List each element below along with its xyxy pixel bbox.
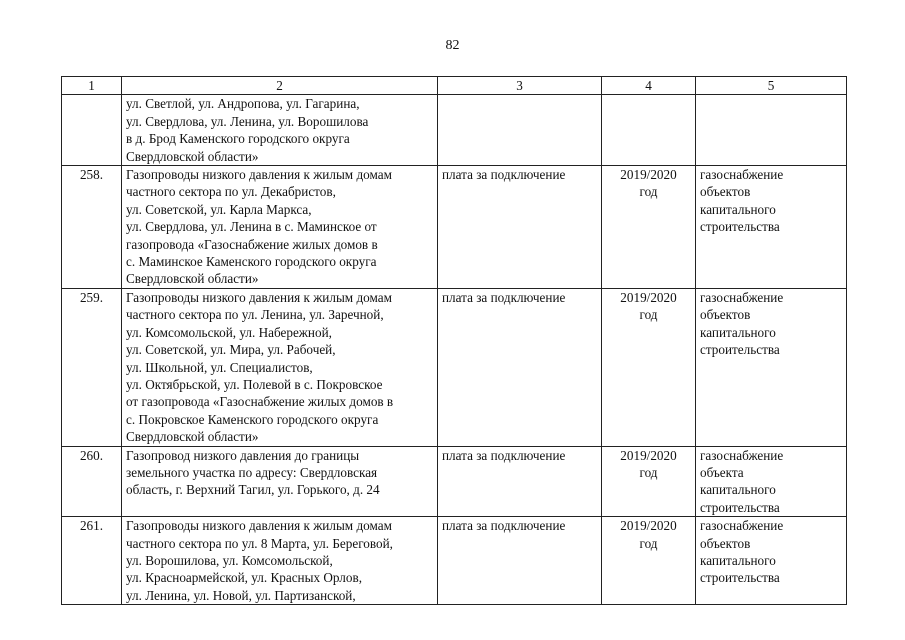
purpose-line: газоснабжение: [700, 447, 784, 463]
row-number: 258.: [62, 166, 122, 289]
purpose-line: объекта: [700, 464, 744, 480]
purpose-line: газоснабжение: [700, 518, 784, 534]
object-description: [122, 517, 438, 605]
description-line: Свердловской области»: [126, 148, 259, 164]
object-description: [122, 95, 438, 166]
description-line: Газопроводы низкого давления к жилым домам: [126, 518, 392, 534]
description-line: ул. Свердлова, ул. Ленина в с. Маминское от: [126, 219, 377, 235]
period: [602, 517, 696, 605]
description-line: ул. Советской, ул. Карла Маркса,: [126, 201, 312, 217]
description-line: Свердловской области»: [126, 429, 259, 445]
purpose-line: объектов: [700, 535, 751, 551]
purpose-line: газоснабжение: [700, 289, 784, 305]
row-number: 259.: [62, 288, 122, 446]
purpose-line: газоснабжение: [700, 167, 784, 183]
fee-type: плата за подключение: [438, 166, 602, 289]
description-line: с. Покровское Каменского городского округа: [126, 411, 379, 427]
header-col-1: 1: [62, 77, 122, 95]
purpose-line: капитального: [700, 324, 776, 340]
period-line: 2019/2020: [620, 447, 677, 463]
fee-type: плата за подключение: [438, 517, 602, 605]
period-line: год: [639, 307, 658, 323]
table-row: [62, 288, 847, 446]
description-line: газопровода «Газоснабжение жилых домов в: [126, 236, 378, 252]
purpose-line: объектов: [700, 307, 751, 323]
purpose-line: строительства: [700, 342, 780, 358]
row-number: 261.: [62, 517, 122, 605]
description-line: ул. Комсомольской, ул. Набережной,: [126, 324, 332, 340]
description-line: с. Маминское Каменского городского округа: [126, 254, 377, 270]
purpose-line: строительства: [700, 219, 780, 235]
description-line: в д. Брод Каменского городского округа: [126, 131, 350, 147]
header-col-3: 3: [438, 77, 602, 95]
document-table: [61, 76, 847, 605]
purpose: [696, 446, 847, 517]
description-line: ул. Красноармейской, ул. Красных Орлов,: [126, 570, 363, 586]
description-line: ул. Свердлова, ул. Ленина, ул. Ворошилова: [126, 113, 369, 129]
table-row: [62, 166, 847, 289]
purpose: [696, 288, 847, 446]
description-line: частного сектора по ул. 8 Марта, ул. Береговой,: [126, 535, 393, 551]
fee-type: плата за подключение: [438, 446, 602, 517]
period-line: 2019/2020: [620, 518, 677, 534]
table-row: [62, 95, 847, 166]
object-description: [122, 166, 438, 289]
fee-type: [438, 95, 602, 166]
description-line: Газопроводы низкого давления к жилым домам: [126, 167, 392, 183]
object-description: [122, 288, 438, 446]
period-line: 2019/2020: [620, 167, 677, 183]
header-col-4: 4: [602, 77, 696, 95]
row-number: 260.: [62, 446, 122, 517]
period-line: год: [639, 184, 658, 200]
header-col-5: 5: [696, 77, 847, 95]
row-number: [62, 95, 122, 166]
period: [602, 288, 696, 446]
table-header: [62, 77, 847, 95]
description-line: частного сектора по ул. Декабристов,: [126, 184, 336, 200]
description-line: Свердловской области»: [126, 271, 259, 287]
purpose: [696, 95, 847, 166]
purpose-line: объектов: [700, 184, 751, 200]
description-line: ул. Светлой, ул. Андропова, ул. Гагарина,: [126, 96, 360, 112]
table-body: [62, 95, 847, 605]
description-line: Газопровод низкого давления до границы: [126, 447, 360, 463]
purpose-line: капитального: [700, 552, 776, 568]
description-line: ул. Школьной, ул. Специалистов,: [126, 359, 313, 375]
description-line: от газопровода «Газоснабжение жилых домов в: [126, 394, 394, 410]
purpose-line: капитального: [700, 201, 776, 217]
description-line: Газопроводы низкого давления к жилым домам: [126, 289, 392, 305]
period: [602, 95, 696, 166]
description-line: ул. Ворошилова, ул. Комсомольской,: [126, 552, 333, 568]
period-line: 2019/2020: [620, 289, 677, 305]
purpose-line: строительства: [700, 570, 780, 586]
purpose-line: строительства: [700, 499, 780, 515]
header-col-2: 2: [122, 77, 438, 95]
description-line: область, г. Верхний Тагил, ул. Горького, д. 24: [126, 482, 380, 498]
period: [602, 166, 696, 289]
object-description: [122, 446, 438, 517]
purpose: [696, 166, 847, 289]
purpose: [696, 517, 847, 605]
fee-type: плата за подключение: [438, 288, 602, 446]
description-line: частного сектора по ул. Ленина, ул. Заречной,: [126, 307, 384, 323]
purpose-line: капитального: [700, 482, 776, 498]
period: [602, 446, 696, 517]
table-row: [62, 517, 847, 605]
description-line: ул. Советской, ул. Мира, ул. Рабочей,: [126, 342, 336, 358]
header-row: [62, 77, 847, 95]
page-number: 82: [445, 38, 460, 53]
period-line: год: [639, 464, 658, 480]
description-line: земельного участка по адресу: Свердловская: [126, 464, 378, 480]
table-row: [62, 446, 847, 517]
description-line: ул. Ленина, ул. Новой, ул. Партизанской,: [126, 587, 356, 603]
period-line: год: [639, 535, 658, 551]
description-line: ул. Октябрьской, ул. Полевой в с. Покровское: [126, 376, 383, 392]
